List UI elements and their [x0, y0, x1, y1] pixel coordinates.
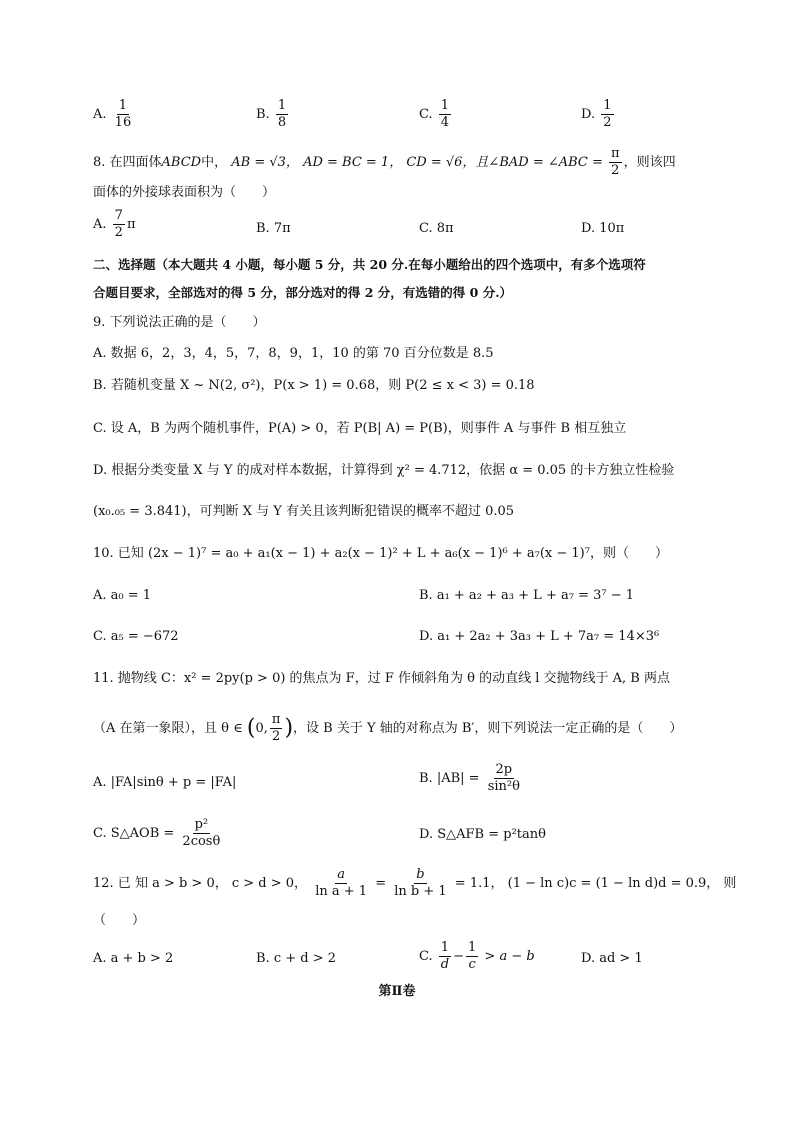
numerator: 1: [440, 98, 450, 113]
text: ，则该四: [623, 155, 676, 170]
q7-option-c: [419, 98, 453, 131]
denominator: 2: [272, 729, 281, 744]
fraction: [270, 712, 283, 745]
denominator: 4: [440, 115, 450, 130]
q10-option-d: D. a₁ + 2a₂ + 3a₃ + L + 7a₇ = 14×3⁶: [419, 629, 660, 644]
q11-stem-line1: 11. 抛物线 C：x² = 2py(p > 0) 的焦点为 F，过 F 作倾斜角为 θ 的动直线 l 交抛物线于 A, B 两点: [93, 671, 670, 686]
q7-option-d: [581, 98, 616, 131]
text: > a − b: [484, 949, 535, 964]
text: ，设 B 关于 Y 轴的对称点为 B′，则下列说法一定正确的是（ ）: [293, 721, 683, 736]
denominator: ln b + 1: [394, 884, 447, 899]
q7-option-b: [256, 98, 290, 131]
text: −: [453, 949, 464, 964]
q12-option-a: A. a + b > 2: [93, 951, 174, 966]
section-heading-line1: 二、选择题（本大题共 4 小题，每小题 5 分，共 20 分.在每小题给出的四个选项中，有多个选项符: [93, 257, 646, 272]
denominator: 2cosθ: [182, 834, 221, 849]
option-label: C. S△AOB =: [93, 826, 175, 841]
option-label: D.: [581, 107, 596, 122]
numerator: 1: [468, 940, 477, 955]
q9-option-d-line2: (x₀.₀₅ = 3.841)，可判断 X 与 Y 有关且该判断犯错误的概率不超过 0.05: [93, 504, 515, 519]
q10-stem: 10. 已知 (2x − 1)⁷ = a₀ + a₁(x − 1) + a₂(x − 1)² + L + a₆(x − 1)⁶ + a₇(x − 1)⁷，则（ ）: [93, 546, 668, 561]
q12-stem-line1: [93, 867, 736, 900]
fraction: [439, 98, 451, 131]
q8-option-a: [93, 208, 136, 241]
numerator: π: [271, 712, 281, 727]
q9-stem: 9. 下列说法正确的是（ ）: [93, 315, 266, 330]
fraction: [392, 867, 448, 900]
text: =: [375, 876, 387, 891]
text: （A 在第一象限），且 θ ∈: [93, 721, 243, 736]
q9-option-c: C. 设 A，B 为两个随机事件，P(A) > 0，若 P(B| A) = P(B)，则事件 A 与事件 B 相互独立: [93, 421, 627, 436]
text: = 1.1， (1 − ln c)c = (1 − ln d)d = 0.9， 则: [454, 876, 737, 891]
math: CD = √6，且∠BAD = ∠ABC =: [406, 155, 603, 170]
fraction: [313, 867, 369, 900]
text: 0,: [255, 721, 268, 736]
q9-option-b: B. 若随机变量 X ~ N(2, σ²)，P(x > 1) = 0.68，则 P(2 ≤ x < 3) = 0.18: [93, 378, 535, 393]
numerator: 2p: [495, 762, 513, 777]
q11-option-d: D. S△AFB = p²tanθ: [419, 827, 546, 842]
q12-option-c: [419, 940, 535, 973]
fraction: [601, 98, 613, 131]
fraction: [276, 98, 288, 131]
denominator: 8: [277, 115, 287, 130]
numerator: 1: [118, 98, 128, 113]
numerator: π: [611, 146, 620, 161]
q12-option-b: B. c + d > 2: [256, 951, 337, 966]
numerator: a: [337, 867, 345, 882]
denominator: sin²θ: [487, 779, 520, 794]
denominator: 2: [114, 225, 123, 240]
q8-option-b: B. 7π: [256, 221, 291, 236]
numerator: 1: [603, 98, 612, 113]
q11-stem-line2: [93, 712, 682, 745]
q8-stem-line2: 面体的外接球表面积为（ ）: [93, 185, 276, 200]
option-label: B.: [256, 107, 270, 122]
q10-option-a: A. a₀ = 1: [93, 588, 152, 603]
part-two-heading: 第Ⅱ卷: [378, 984, 416, 999]
right-paren: ): [284, 715, 294, 741]
q10-option-b: B. a₁ + a₂ + a₃ + L + a₇ = 3⁷ − 1: [419, 588, 634, 603]
left-paren: (: [246, 715, 256, 741]
text: 12. 已 知 a > b > 0， c > d > 0，: [93, 876, 308, 891]
q12-stem-line2: （ ）: [93, 913, 146, 928]
option-label: C.: [419, 107, 433, 122]
numerator: 7: [114, 208, 123, 223]
text: 8. 在四面体: [93, 155, 162, 170]
math: AB = √3，: [231, 155, 299, 170]
numerator: 1: [277, 98, 287, 113]
denominator: ln a + 1: [315, 884, 368, 899]
option-label: A.: [93, 217, 107, 232]
fraction: [180, 817, 222, 850]
q8-stem-line1: [93, 146, 676, 179]
fraction: [439, 940, 451, 973]
denominator: 2: [611, 163, 620, 178]
option-label: A.: [93, 107, 107, 122]
q8-option-c: C. 8π: [419, 221, 454, 236]
denominator: 16: [114, 115, 132, 130]
denominator: d: [440, 957, 450, 972]
q9-option-a: A. 数据 6，2，3，4，5，7，8，9，1，10 的第 70 百分位数是 8.5: [93, 346, 494, 361]
q9-option-d-line1: D. 根据分类变量 X 与 Y 的成对样本数据，计算得到 χ² = 4.712，依据 α = 0.05 的卡方独立性检验: [93, 463, 675, 478]
section-heading-line2: 合题目要求，全部选对的得 5 分，部分选对的得 2 分，有选错的得 0 分.）: [93, 285, 513, 300]
text: ABCD: [161, 155, 202, 170]
q8-option-d: D. 10π: [581, 221, 625, 236]
numerator: 1: [440, 940, 450, 955]
fraction: [113, 208, 125, 241]
text: 中，: [201, 155, 228, 170]
option-label: B. |AB| =: [419, 771, 480, 786]
fraction: [113, 98, 134, 131]
fraction: [486, 762, 522, 795]
math: AD = BC = 1，: [303, 155, 403, 170]
denominator: c: [468, 957, 476, 972]
numerator: b: [416, 867, 425, 882]
q12-option-d: D. ad > 1: [581, 951, 643, 966]
option-label: C.: [419, 949, 433, 964]
numerator: p²: [194, 817, 209, 832]
q10-option-c: C. a₅ = −672: [93, 629, 179, 644]
q7-option-a: [93, 98, 135, 131]
denominator: 2: [603, 115, 612, 130]
fraction: [466, 940, 478, 973]
fraction: [609, 146, 622, 179]
q11-option-b: [419, 762, 524, 795]
text: π: [126, 217, 136, 232]
q11-option-c: [93, 817, 224, 850]
q11-option-a: A. |FA|sinθ + p = |FA|: [93, 775, 237, 790]
